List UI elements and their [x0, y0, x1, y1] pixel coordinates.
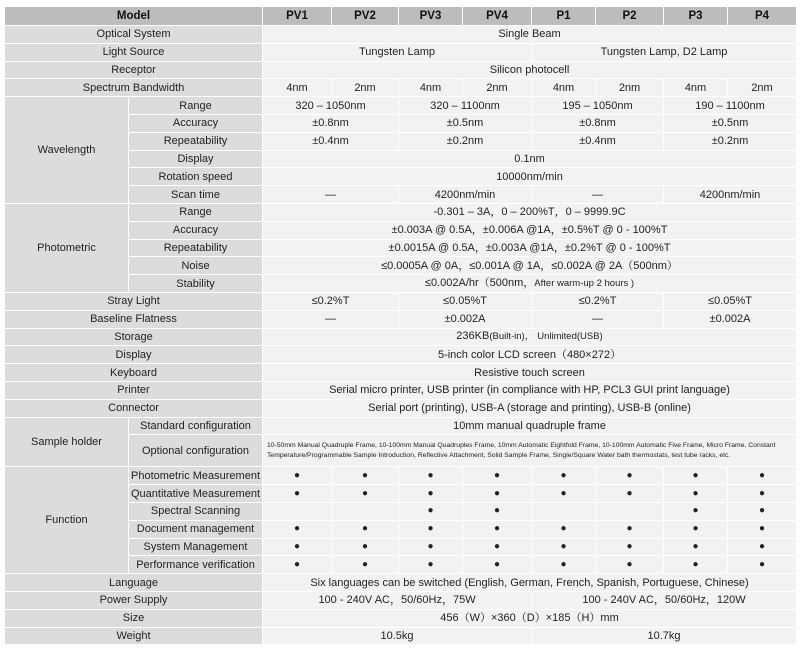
supported-dot: ●	[263, 467, 332, 485]
value-baseline: ±0.002A	[399, 310, 532, 328]
row-holder-standard	[5, 417, 797, 435]
value-wl-accuracy: ±0.5nm	[399, 114, 532, 132]
value-power-p: 100 - 240V AC，50/60Hz，120W	[532, 591, 797, 609]
label-function-item: Photometric Measurement	[129, 467, 263, 485]
value-ph-stability	[263, 275, 797, 293]
supported-dot: ●	[263, 556, 332, 574]
value-stray: ≤0.2%T	[263, 292, 399, 310]
value-language: Six languages can be switched (English, German, French, Spanish, Portuguese, Chinese)	[263, 574, 797, 592]
header-pv3: PV3	[399, 7, 463, 26]
row-connector	[5, 399, 797, 417]
value-wl-repeat: ±0.4nm	[532, 132, 664, 150]
label-ph-accuracy: Accuracy	[129, 221, 263, 239]
label-function-item: Performance verification	[129, 556, 263, 574]
supported-dot: ●	[728, 502, 797, 520]
label-printer: Printer	[5, 381, 263, 399]
value-baseline: —	[263, 310, 399, 328]
label-bandwidth: Spectrum Bandwidth	[5, 79, 263, 97]
supported-dot: ●	[664, 485, 728, 503]
supported-dot: ●	[332, 556, 399, 574]
supported-dot: ●	[728, 520, 797, 538]
supported-dot: ●	[664, 556, 728, 574]
value-bandwidth: 2nm	[596, 79, 664, 97]
row-light	[5, 43, 797, 61]
header-p3: P3	[664, 7, 728, 26]
label-language: Language	[5, 574, 263, 592]
value-wl-range: 195 – 1050nm	[532, 97, 664, 115]
label-ph-stability: Stability	[129, 275, 263, 293]
value-ph-noise: ≤0.0005A @ 0A，≤0.001A @ 1A，≤0.002A @ 2A（500nm）	[263, 257, 797, 275]
row-optical	[5, 26, 797, 44]
value-light-pv: Tungsten Lamp	[263, 43, 532, 61]
row-power	[5, 591, 797, 609]
label-baseline: Baseline Flatness	[5, 310, 263, 328]
header-p2: P2	[596, 7, 664, 26]
tail-group	[5, 574, 797, 645]
header-model: Model	[5, 7, 263, 26]
value-receptor: Silicon photocell	[263, 61, 797, 79]
label-function-item: Spectral Scanning	[129, 502, 263, 520]
label-function-item: Document management	[129, 520, 263, 538]
group-function: Function	[5, 467, 129, 574]
spec-table	[4, 6, 797, 645]
header-p1: P1	[532, 7, 596, 26]
value-ph-accuracy: ±0.003A @ 0.5A，±0.006A @1A，±0.5%T @ 0 - 100%T	[263, 221, 797, 239]
label-wl-display: Display	[129, 150, 263, 168]
value-size: 456（W）×360（D）×185（H）mm	[263, 609, 797, 627]
supported-dot: ●	[463, 556, 532, 574]
supported-dot: ●	[399, 485, 463, 503]
value-wl-scan: 4200nm/min	[399, 186, 532, 204]
row-keyboard	[5, 364, 797, 382]
row-size	[5, 609, 797, 627]
label-wl-range: Range	[129, 97, 263, 115]
value-baseline: ±0.002A	[664, 310, 797, 328]
supported-dot: ●	[263, 520, 332, 538]
value-light-p: Tungsten Lamp, D2 Lamp	[532, 43, 797, 61]
value-stray: ≤0.2%T	[532, 292, 664, 310]
value-wl-scan: —	[532, 186, 664, 204]
value-wl-rotation: 10000nm/min	[263, 168, 797, 186]
storage-note-builtin: (Built-in)，	[489, 331, 535, 343]
label-keyboard: Keyboard	[5, 364, 263, 382]
row-printer	[5, 381, 797, 399]
supported-dot: ●	[463, 485, 532, 503]
value-connector: Serial port (printing), USB-A (storage and printing), USB-B (online)	[263, 399, 797, 417]
value-storage	[263, 328, 797, 346]
group-holder: Sample holder	[5, 417, 129, 467]
value-wl-display: 0.1nm	[263, 150, 797, 168]
supported-dot: ●	[532, 556, 596, 574]
supported-dot: ●	[263, 485, 332, 503]
row-storage	[5, 328, 797, 346]
supported-dot: ●	[463, 520, 532, 538]
supported-dot: ●	[728, 538, 797, 556]
label-light: Light Source	[5, 43, 263, 61]
row-display	[5, 346, 797, 364]
empty-cell	[596, 502, 664, 520]
value-bandwidth: 2nm	[332, 79, 399, 97]
supported-dot: ●	[728, 467, 797, 485]
value-wl-scan: 4200nm/min	[664, 186, 797, 204]
value-stray: ≤0.05%T	[399, 292, 532, 310]
label-optical: Optical System	[5, 26, 263, 44]
supported-dot: ●	[463, 467, 532, 485]
value-wl-repeat: ±0.2nm	[664, 132, 797, 150]
value-bandwidth: 4nm	[263, 79, 332, 97]
supported-dot: ●	[664, 467, 728, 485]
supported-dot: ●	[664, 520, 728, 538]
header-pv1: PV1	[263, 7, 332, 26]
row-language	[5, 574, 797, 592]
value-wl-repeat: ±0.4nm	[263, 132, 399, 150]
value-keyboard: Resistive touch screen	[263, 364, 797, 382]
supported-dot: ●	[332, 467, 399, 485]
row-baseline	[5, 310, 797, 328]
header-pv4: PV4	[463, 7, 532, 26]
value-wl-accuracy: ±0.8nm	[532, 114, 664, 132]
value-holder-standard: 10mm manual quadruple frame	[263, 417, 797, 435]
empty-cell	[332, 502, 399, 520]
value-ph-range: -0.301 – 3A，0 – 200%T，0 – 9999.9C	[263, 203, 797, 221]
label-ph-repeat: Repeatability	[129, 239, 263, 257]
value-bandwidth: 2nm	[463, 79, 532, 97]
empty-cell	[263, 502, 332, 520]
value-wl-scan: —	[263, 186, 399, 204]
label-wl-accuracy: Accuracy	[129, 114, 263, 132]
value-wl-range: 320 – 1050nm	[263, 97, 399, 115]
supported-dot: ●	[596, 467, 664, 485]
group-photometric: Photometric	[5, 203, 129, 292]
label-function-item: Quantitative Measurement	[129, 485, 263, 503]
value-bandwidth: 4nm	[664, 79, 728, 97]
storage-note-usb: Unlimited(USB)	[537, 331, 603, 343]
value-wl-range: 320 – 1100nm	[399, 97, 532, 115]
supported-dot: ●	[532, 467, 596, 485]
value-printer: Serial micro printer, USB printer (in compliance with HP, PCL3 GUI print language)	[263, 381, 797, 399]
value-stray: ≤0.05%T	[664, 292, 797, 310]
supported-dot: ●	[596, 538, 664, 556]
value-wl-repeat: ±0.2nm	[399, 132, 532, 150]
label-power: Power Supply	[5, 591, 263, 609]
value-baseline: —	[532, 310, 664, 328]
storage-value: 236KB	[456, 330, 490, 343]
value-bandwidth: 4nm	[532, 79, 596, 97]
empty-cell	[532, 502, 596, 520]
supported-dot: ●	[399, 520, 463, 538]
label-wl-repeat: Repeatability	[129, 132, 263, 150]
value-power-pv: 100 - 240V AC，50/60Hz，75W	[263, 591, 532, 609]
supported-dot: ●	[263, 538, 332, 556]
row-bandwidth	[5, 79, 797, 97]
label-size: Size	[5, 609, 263, 627]
supported-dot: ●	[532, 520, 596, 538]
label-storage: Storage	[5, 328, 263, 346]
value-ph-repeat: ±0.0015A @ 0.5A，±0.003A @1A，±0.2%T @ 0 - 100%T	[263, 239, 797, 257]
value-holder-optional: 10-50mm Manual Quadruple Frame, 10-100mm Manual Quadruples Frame, 10mm Automatic Eightfold Frame, 10-100mm Automatic Five Frame, Micro Frame, Constant Temperature/Programmable Sample Introduction, Reflective Attachment, Solid Sample Frame, Single/Square Water bath thermostats, test tube racks, etc.	[263, 435, 797, 467]
supported-dot: ●	[399, 538, 463, 556]
supported-dot: ●	[463, 502, 532, 520]
label-wl-scan: Scan time	[129, 186, 263, 204]
supported-dot: ●	[399, 556, 463, 574]
row-wl-range	[5, 97, 797, 115]
supported-dot: ●	[332, 538, 399, 556]
row-weight	[5, 627, 797, 645]
label-function-item: System Management	[129, 538, 263, 556]
row-stray	[5, 292, 797, 310]
label-wl-rotation: Rotation speed	[129, 168, 263, 186]
stability-value: ≤0.002A/hr（500nm，	[424, 277, 535, 290]
label-ph-range: Range	[129, 203, 263, 221]
function-group	[5, 467, 797, 574]
label-holder-optional: Optional configuration	[129, 435, 263, 467]
supported-dot: ●	[399, 467, 463, 485]
value-bandwidth: 2nm	[728, 79, 797, 97]
header-p4: P4	[728, 7, 797, 26]
row-function	[5, 467, 797, 485]
label-weight: Weight	[5, 627, 263, 645]
value-optical: Single Beam	[263, 26, 797, 44]
supported-dot: ●	[532, 538, 596, 556]
supported-dot: ●	[664, 502, 728, 520]
header-row	[5, 7, 797, 26]
supported-dot: ●	[399, 502, 463, 520]
supported-dot: ●	[596, 556, 664, 574]
supported-dot: ●	[332, 520, 399, 538]
supported-dot: ●	[728, 485, 797, 503]
value-weight-pv: 10.5kg	[263, 627, 532, 645]
label-display: Display	[5, 346, 263, 364]
supported-dot: ●	[332, 485, 399, 503]
value-bandwidth: 4nm	[399, 79, 463, 97]
label-holder-standard: Standard configuration	[129, 417, 263, 435]
value-wl-range: 190 – 1100nm	[664, 97, 797, 115]
value-weight-p: 10.7kg	[532, 627, 797, 645]
supported-dot: ●	[596, 485, 664, 503]
group-wavelength: Wavelength	[5, 97, 129, 204]
label-stray: Stray Light	[5, 292, 263, 310]
supported-dot: ●	[728, 556, 797, 574]
row-ph-range	[5, 203, 797, 221]
supported-dot: ●	[596, 520, 664, 538]
supported-dot: ●	[463, 538, 532, 556]
value-wl-accuracy: ±0.5nm	[664, 114, 797, 132]
label-ph-noise: Noise	[129, 257, 263, 275]
label-receptor: Receptor	[5, 61, 263, 79]
row-receptor	[5, 61, 797, 79]
stability-note: After warm-up 2 hours )	[534, 278, 635, 290]
supported-dot: ●	[664, 538, 728, 556]
value-wl-accuracy: ±0.8nm	[263, 114, 399, 132]
supported-dot: ●	[532, 485, 596, 503]
value-display: 5-inch color LCD screen（480×272）	[263, 346, 797, 364]
label-connector: Connector	[5, 399, 263, 417]
header-pv2: PV2	[332, 7, 399, 26]
